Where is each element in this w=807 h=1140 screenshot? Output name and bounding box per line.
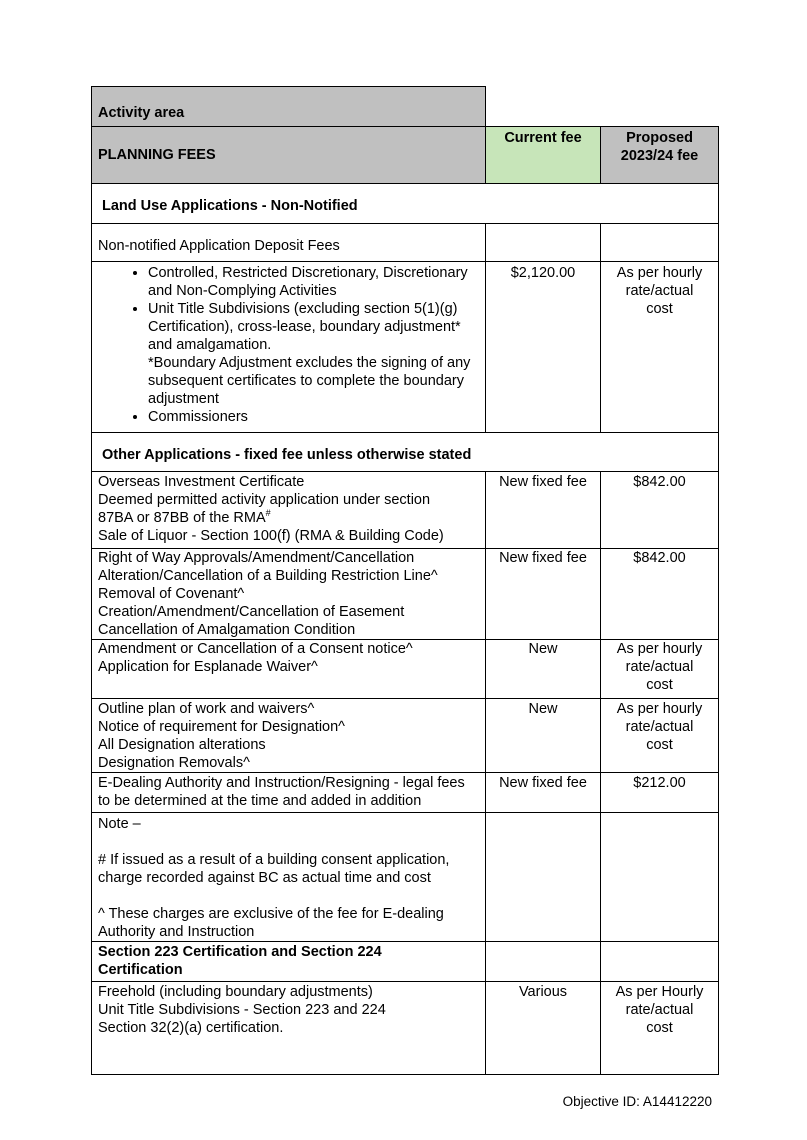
overseas-current-fee: New fixed fee [486, 472, 601, 549]
activity-area-row [92, 87, 719, 127]
deposit-description [92, 262, 486, 433]
deposit-bullet-list [98, 264, 479, 426]
deposit-proposed-fee: As per hourly rate/actual cost [601, 262, 719, 433]
planning-fees-header-row [92, 127, 719, 184]
freehold-description: Freehold (including boundary adjustments) Unit Title Subdivisions - Section 223 and 224 Section 32(2)(a) certification. [92, 982, 486, 1075]
edealing-proposed-fee: $212.00 [601, 773, 719, 813]
section-223-title: Section 223 Certification and Section 224 Certification [92, 942, 486, 982]
consent-notice-row [92, 640, 719, 699]
section-land-use-row [92, 184, 719, 224]
consent-notice-description: Amendment or Cancellation of a Consent notice^ Application for Esplanade Waiver^ [92, 640, 486, 699]
proposed-fee-header: Proposed 2023/24 fee [601, 127, 719, 184]
outline-plan-current-fee: New [486, 699, 601, 773]
freehold-current-fee: Various [486, 982, 601, 1075]
right-of-way-description: Right of Way Approvals/Amendment/Cancellation Alteration/Cancellation of a Building Restriction Line^ Removal of Covenant^ Creation/Amendment/Cancellation of Easement Cancellation of Amalgamation Condition [92, 549, 486, 640]
consent-notice-current-fee: New [486, 640, 601, 699]
deposit-current-fee: $2,120.00 [486, 262, 601, 433]
edealing-row [92, 773, 719, 813]
section-223-row [92, 942, 719, 982]
deposit-title-row [92, 224, 719, 262]
overseas-description: Overseas Investment Certificate Deemed permitted activity application under section 87BA or 87BB of the RMA# Sale of Liquor - Section 100(f) (RMA & Building Code) [92, 472, 486, 549]
freehold-row [92, 982, 719, 1075]
outline-plan-description: Outline plan of work and waivers^ Notice of requirement for Designation^ All Designation alterations Designation Removals^ [92, 699, 486, 773]
note-text: Note – # If issued as a result of a building consent application, charge recorded against BC as actual time and cost ^ These charges are exclusive of the fee for E-dealing Authority and Instruction [92, 813, 486, 942]
activity-area-header: Activity area [92, 87, 486, 127]
planning-fees-title: PLANNING FEES [92, 127, 486, 184]
freehold-proposed-fee: As per Hourly rate/actual cost [601, 982, 719, 1075]
deposit-fee-row [92, 262, 719, 433]
planning-fees-table [91, 86, 719, 1075]
current-fee-header: Current fee [486, 127, 601, 184]
deposit-title: Non-notified Application Deposit Fees [92, 224, 486, 262]
section-other-title: Other Applications - fixed fee unless otherwise stated [92, 433, 719, 472]
outline-plan-row [92, 699, 719, 773]
right-of-way-proposed-fee: $842.00 [601, 549, 719, 640]
consent-notice-proposed-fee: As per hourly rate/actual cost [601, 640, 719, 699]
section-land-use-title: Land Use Applications - Non-Notified [92, 184, 719, 224]
right-of-way-current-fee: New fixed fee [486, 549, 601, 640]
list-item: • Unit Title Subdivisions (excluding section 5(1)(g) Certification), cross-lease, boundary adjustment* and amalgamation. *Boundary Adjustment excludes the signing of any subsequent certificates to complete the boundary adjustment [148, 300, 479, 408]
overseas-proposed-fee: $842.00 [601, 472, 719, 549]
outline-plan-proposed-fee: As per hourly rate/actual cost [601, 699, 719, 773]
list-item: • Controlled, Restricted Discretionary, Discretionary and Non-Complying Activities [148, 264, 479, 300]
edealing-description: E-Dealing Authority and Instruction/Resigning - legal fees to be determined at the time and added in addition [92, 773, 486, 813]
note-row [92, 813, 719, 942]
objective-id: Objective ID: A14412220 [562, 1094, 712, 1109]
section-other-row [92, 433, 719, 472]
overseas-row [92, 472, 719, 549]
right-of-way-row [92, 549, 719, 640]
list-item: • Commissioners [148, 408, 479, 426]
edealing-current-fee: New fixed fee [486, 773, 601, 813]
